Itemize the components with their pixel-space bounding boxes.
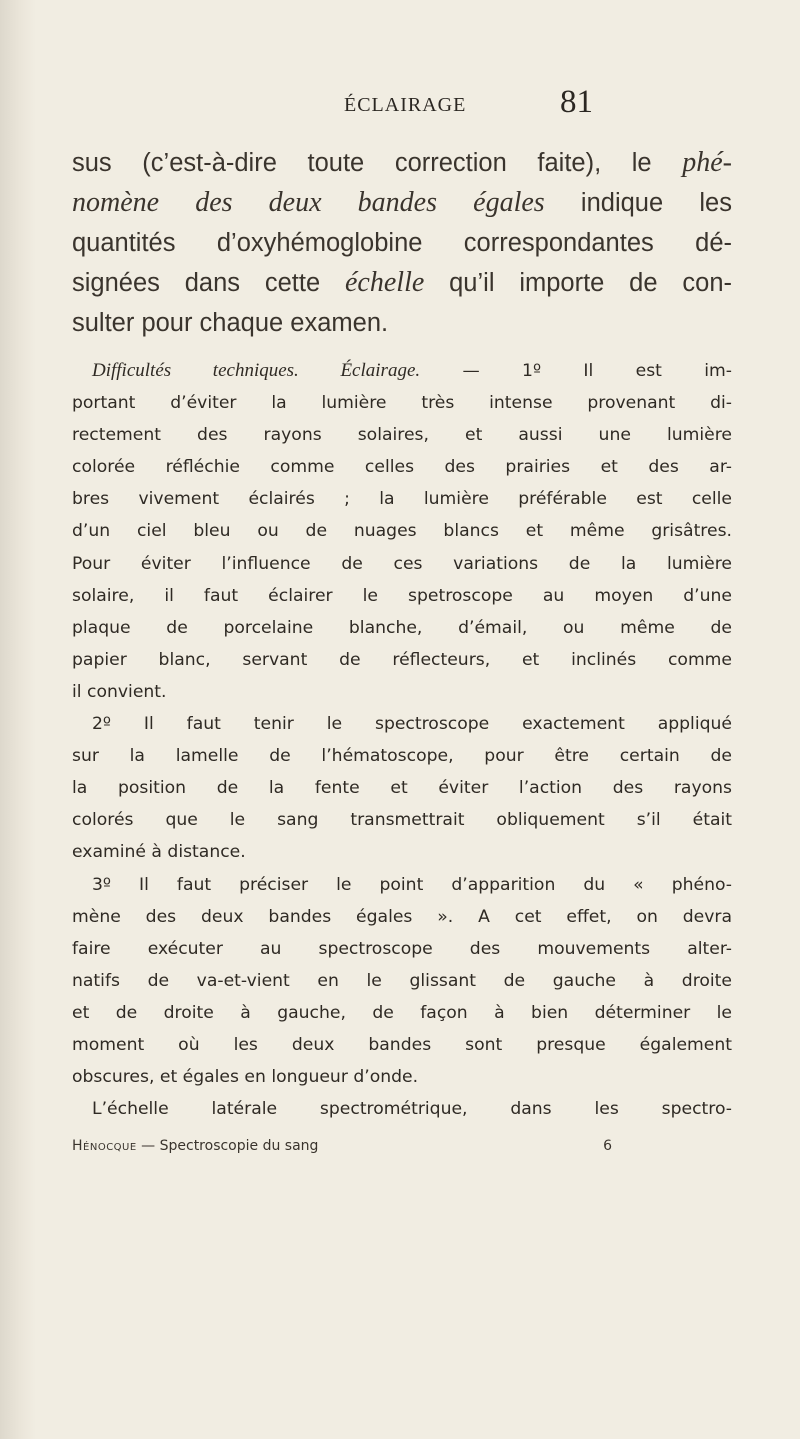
- text-line: faire exécuter au spectroscope des mouvements alter-: [72, 938, 732, 959]
- text-line: papier blanc, servant de réflecteurs, et inclinés comme: [72, 649, 732, 670]
- text-line: moment où les deux bandes sont presque également: [72, 1034, 732, 1055]
- text-line: et de droite à gauche, de façon à bien déterminer le: [72, 1002, 732, 1023]
- text-line: 2º Il faut tenir le spectroscope exactement appliqué: [92, 714, 732, 735]
- text-line: la position de la fente et éviter l’action des rayons: [72, 778, 732, 799]
- lead-italic-text: nomène des deux bandes égales: [72, 187, 545, 218]
- text-line: d’un ciel bleu ou de nuages blancs et même grisâtres.: [72, 521, 732, 542]
- page-number: 81: [560, 84, 593, 120]
- footer-book-title: — Spectroscopie du sang: [136, 1138, 319, 1154]
- section-title: Difficultés techniques. Éclairage.: [92, 360, 421, 381]
- lead-text: qu’il importe de con-: [424, 269, 732, 297]
- footer-title: [72, 1138, 318, 1154]
- page-header: [0, 78, 800, 118]
- lead-text: indique les: [544, 189, 732, 217]
- text-line: colorée réfléchie comme celles des prairies et des ar-: [72, 457, 732, 478]
- text-line: portant d’éviter la lumière très intense provenant di-: [72, 393, 732, 414]
- section-eclairage: [72, 355, 732, 708]
- text-line: rectement des rayons solaires, et aussi une lumière: [72, 425, 732, 446]
- lead-line-2: [72, 183, 732, 223]
- lead-line-3: quantités d’oxyhémoglobine correspondantes dé-: [72, 229, 732, 257]
- lead-line-4: [72, 263, 732, 303]
- lead-paragraph: [72, 143, 732, 343]
- text-line: — 1º Il est im-: [420, 361, 732, 381]
- text-line: Pour éviter l’influence de ces variations de la lumière: [72, 553, 732, 574]
- signature-mark: 6: [603, 1138, 612, 1154]
- running-head: ÉCLAIRAGE: [344, 94, 467, 116]
- section-2: [72, 708, 732, 868]
- text-line: colorés que le sang transmettrait obliquement s’il était: [72, 810, 732, 831]
- text-line: L’échelle latérale spectrométrique, dans les spectro-: [92, 1099, 732, 1120]
- text-line: obscures, et égales en longueur d’onde.: [72, 1067, 419, 1088]
- section-3: [72, 869, 732, 1126]
- text-line: examiné à distance.: [72, 842, 246, 863]
- lead-text: signées dans cette: [72, 269, 345, 297]
- lead-text: sus (c’est-à-dire toute correction faite), le: [72, 149, 683, 177]
- lead-italic-text: phé-: [682, 147, 732, 178]
- text-line: natifs de va-et-vient en le glissant de gauche à droite: [72, 970, 732, 991]
- lead-line-1: [72, 143, 732, 183]
- text-line: solaire, il faut éclairer le spetroscope au moyen d’une: [72, 585, 732, 606]
- text-line: 3º Il faut préciser le point d’apparition du « phéno-: [92, 874, 732, 895]
- section-heading-line: [72, 355, 732, 387]
- text-line: il convient.: [72, 681, 167, 702]
- lead-italic-text: échelle: [345, 267, 425, 298]
- text-line: plaque de porcelaine blanche, d’émail, ou même de: [72, 617, 732, 638]
- text-line: sur la lamelle de l’hématoscope, pour être certain de: [72, 746, 732, 767]
- footer-author: Hénocque: [72, 1138, 137, 1154]
- text-line: mène des deux bandes égales ». A cet effet, on devra: [72, 906, 732, 927]
- page-edge-shadow: [0, 0, 36, 1439]
- lead-line-5: sulter pour chaque examen.: [72, 309, 389, 337]
- page-body: [72, 143, 732, 1125]
- text-line: bres vivement éclairés ; la lumière préférable est celle: [72, 489, 732, 510]
